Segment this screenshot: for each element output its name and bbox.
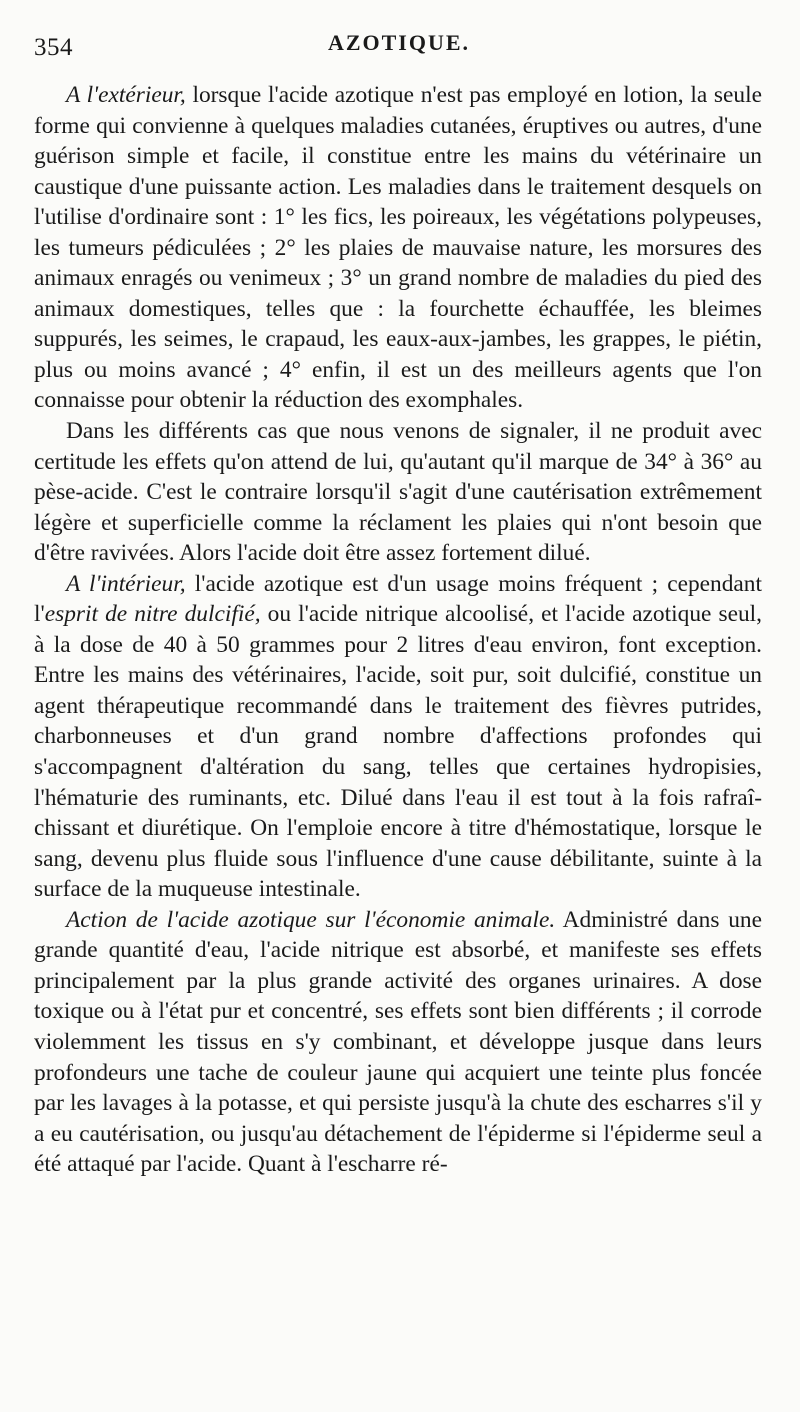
paragraph-action-on-economy [34, 905, 762, 1180]
paragraph-emphasis: esprit de nitre dulcifié, [44, 601, 261, 628]
page-number: 354 [34, 34, 73, 61]
paragraph-interior-use [34, 569, 762, 905]
paragraph-text: ou l'acide nitrique alcoolisé, et l'acide azotique seul, à la dose de 40 à 50 grammes pour 2 litres d'eau environ, font exception. Entre les mains des vétérinaires, l'acide, soit pur, soit dulcifié, constitue un agent thérapeutique recommandé dans le traitement des fièvres putrides, charbonneuses et d'un grand nombre d'affections profondes qui s'accompagnent d'altération du sang, telles que certaines hydropisies, l'hématurie des ruminants, etc. Dilué dans l'eau il est tout à la fois rafraîchissant et diurétique. On l'emploie encore à titre d'hémostatique, lorsque le sang, devenu plus fluide sous l'influence d'une cause débilitante, suinte à la surface de la muqueuse intestinale. [34, 601, 762, 903]
paragraph-lead-in: A l'extérieur, [66, 82, 186, 108]
paragraph-lead-in: Action de l'acide azotique sur l'économie animale. [66, 906, 556, 933]
paragraph-text: Dans les différents cas que nous venons de signaler, il ne produit avec certitude les effets qu'on attend de lui, qu'autant qu'il marque de 34° à 36° au pèse-acide. C'est le contraire lorsqu'il s'agit d'une cautérisation extrêmement légère et superficielle comme la réclament les plaies qui n'ont besoin que d'être ravivées. Alors l'acide doit être assez fortement dilué. [34, 418, 762, 567]
paragraph-text: l'acide azotique est d'un usage moins fréquent ; cependant l' [34, 570, 762, 628]
paragraph-exterior-use [34, 80, 762, 416]
body-text [34, 80, 762, 1180]
paragraph-dilution [34, 416, 762, 569]
paragraph-text: Administré dans une grande quantité d'eau, l'acide nitrique est absorbé, et manifeste ses effets principalement par la plus grande activité des organes urinaires. A dose toxique ou à l'état pur et concentré, ses effets sont bien différents ; il corrode violemment les tissus en s'y combinant, et développe jusque dans leurs profondeurs une tache de couleur jaune qui acquiert une teinte plus foncée par les lavages à la potasse, et qui persiste jusqu'à la chute des escharres s'il y a eu cautérisation, ou jusqu'au détachement de l'épiderme si l'épiderme seul a été attaqué par l'acide. Quant à l'escharre ré- [34, 906, 762, 1178]
running-title: AZOTIQUE. [327, 30, 471, 55]
running-head [34, 30, 764, 64]
paragraph-text: lorsque l'acide azotique n'est pas employé en lotion, la seule forme qui convienne à quelques maladies cutanées, éruptives ou autres, d'une guérison simple et facile, il constitue entre les mains du vétérinaire un caustique d'une puissante action. Les maladies dans le traitement desquels on l'utilise d'ordinaire sont : 1° les fics, les poireaux, les végétations polypeuses, les tumeurs pédiculées ; 2° les plaies de mauvaise nature, les morsures des animaux enragés ou venimeux ; 3° un grand nombre de maladies du pied des animaux domestiques, telles que : la fourchette échauffée, les bleimes suppurés, les seimes, le crapaud, les eaux-aux-jambes, les grappes, le piétin, plus ou moins avancé ; 4° enfin, il est un des meilleurs agents que l'on connaisse pour obtenir la réduction des exomphales. [34, 82, 762, 414]
paragraph-lead-in: A l'intérieur, [66, 570, 186, 597]
